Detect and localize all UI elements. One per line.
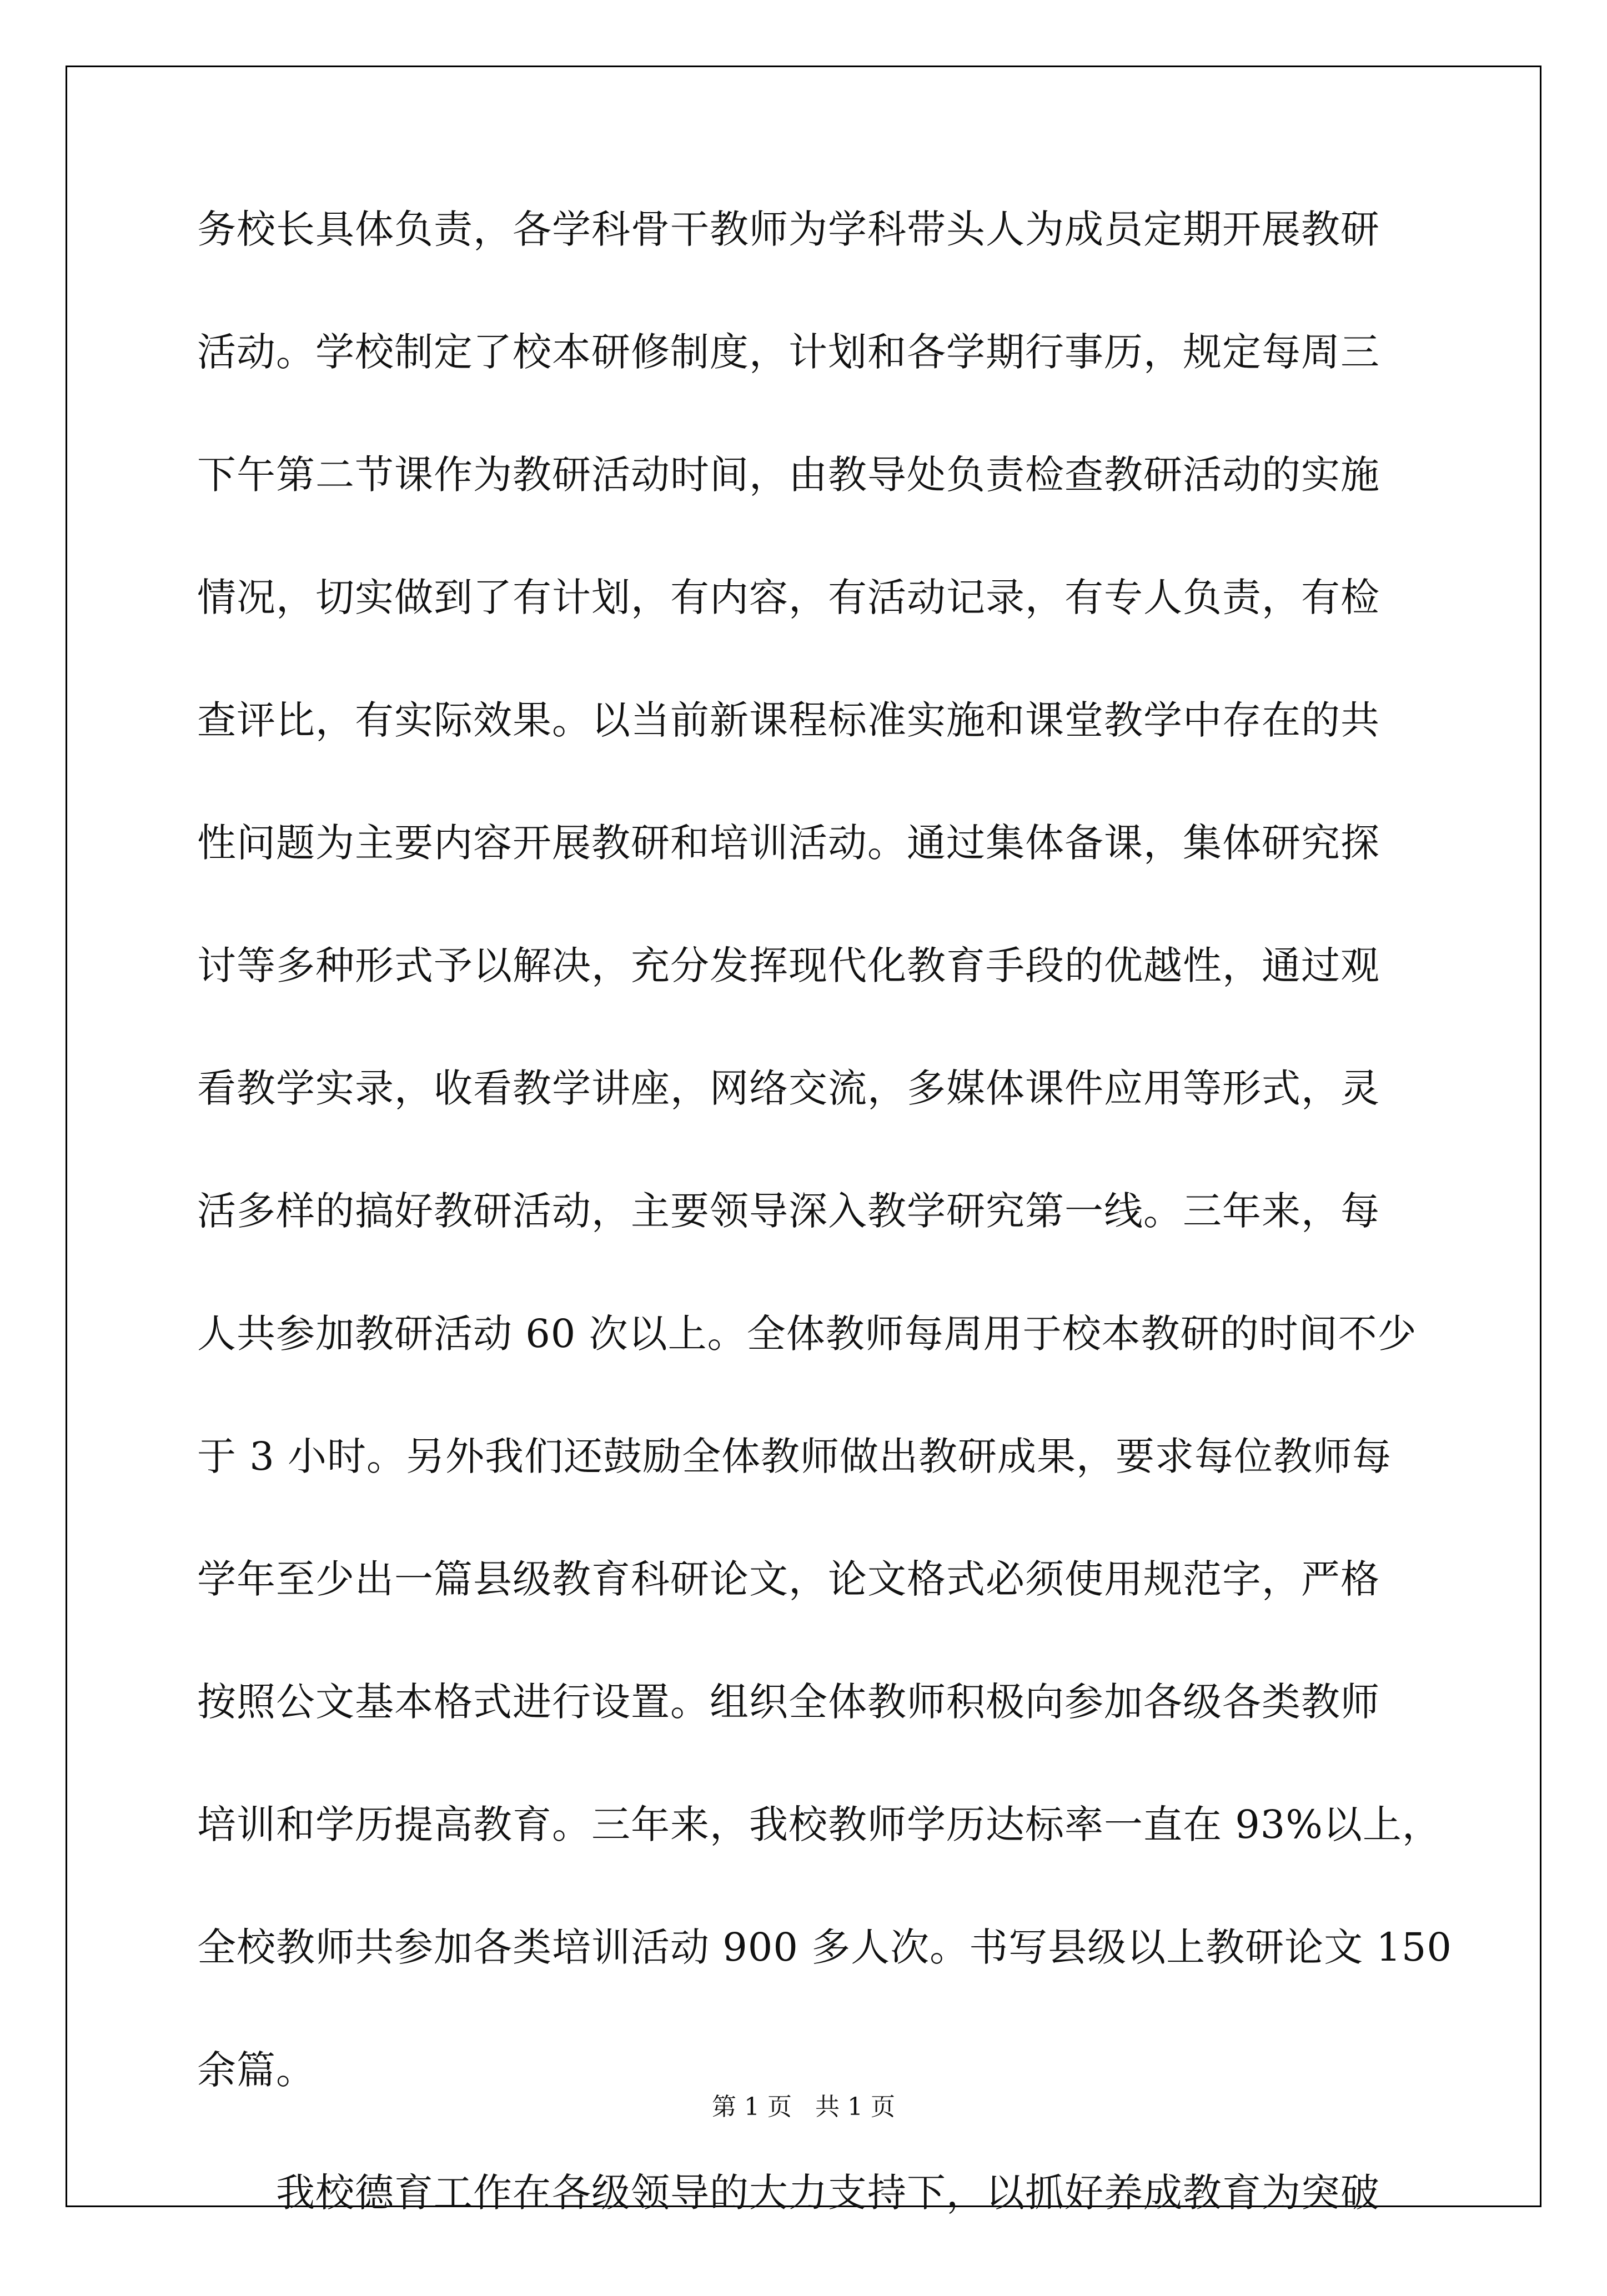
text-line: 性问题为主要内容开展教研和培训活动。通过集体备课，集体研究探 <box>197 820 1380 866</box>
text-line: 看教学实录，收看教学讲座，网络交流，多媒体课件应用等形式，灵 <box>197 1066 1380 1111</box>
page-footer: 第 1 页 共 1 页 <box>712 2093 895 2121</box>
paragraph-start-line: 我校德育工作在各级领导的大力支持下，以抓好养成教育为突破 <box>276 2170 1380 2215</box>
text-line: 按照公文基本格式进行设置。组织全体教师积极向参加各级各类教师 <box>197 1679 1380 1725</box>
text-line: 人共参加教研活动 60 次以上。全体教师每周用于校本教研的时间不少 <box>197 1311 1417 1357</box>
text-line: 活多样的搞好教研活动，主要领导深入教学研究第一线。三年来，每 <box>197 1188 1380 1234</box>
text-line: 余篇。 <box>197 2047 315 2093</box>
text-line: 活动。学校制定了校本研修制度，计划和各学期行事历，规定每周三 <box>197 329 1380 375</box>
text-line: 全校教师共参加各类培训活动 900 多人次。书写县级以上教研论文 150 <box>197 1925 1452 1970</box>
text-line: 于 3 小时。另外我们还鼓励全体教师做出教研成果，要求每位教师每 <box>197 1434 1392 1479</box>
text-line: 下午第二节课作为教研活动时间，由教导处负责检查教研活动的实施 <box>197 452 1380 498</box>
text-line: 培训和学历提高教育。三年来，我校教师学历达标率一直在 93%以上， <box>197 1802 1442 1847</box>
text-line: 情况，切实做到了有计划，有内容，有活动记录，有专人负责，有检 <box>197 575 1380 620</box>
text-line: 讨等多种形式予以解决，充分发挥现代化教育手段的优越性，通过观 <box>197 943 1380 988</box>
document-body <box>197 207 1452 2296</box>
text-line: 学年至少出一篇县级教育科研论文，论文格式必须使用规范字，严格 <box>197 1556 1380 1602</box>
text-line: 查评比，有实际效果。以当前新课程标准实施和课堂教学中存在的共 <box>197 697 1380 743</box>
text-line: 务校长具体负责，各学科骨干教师为学科带头人为成员定期开展教研 <box>197 207 1380 252</box>
